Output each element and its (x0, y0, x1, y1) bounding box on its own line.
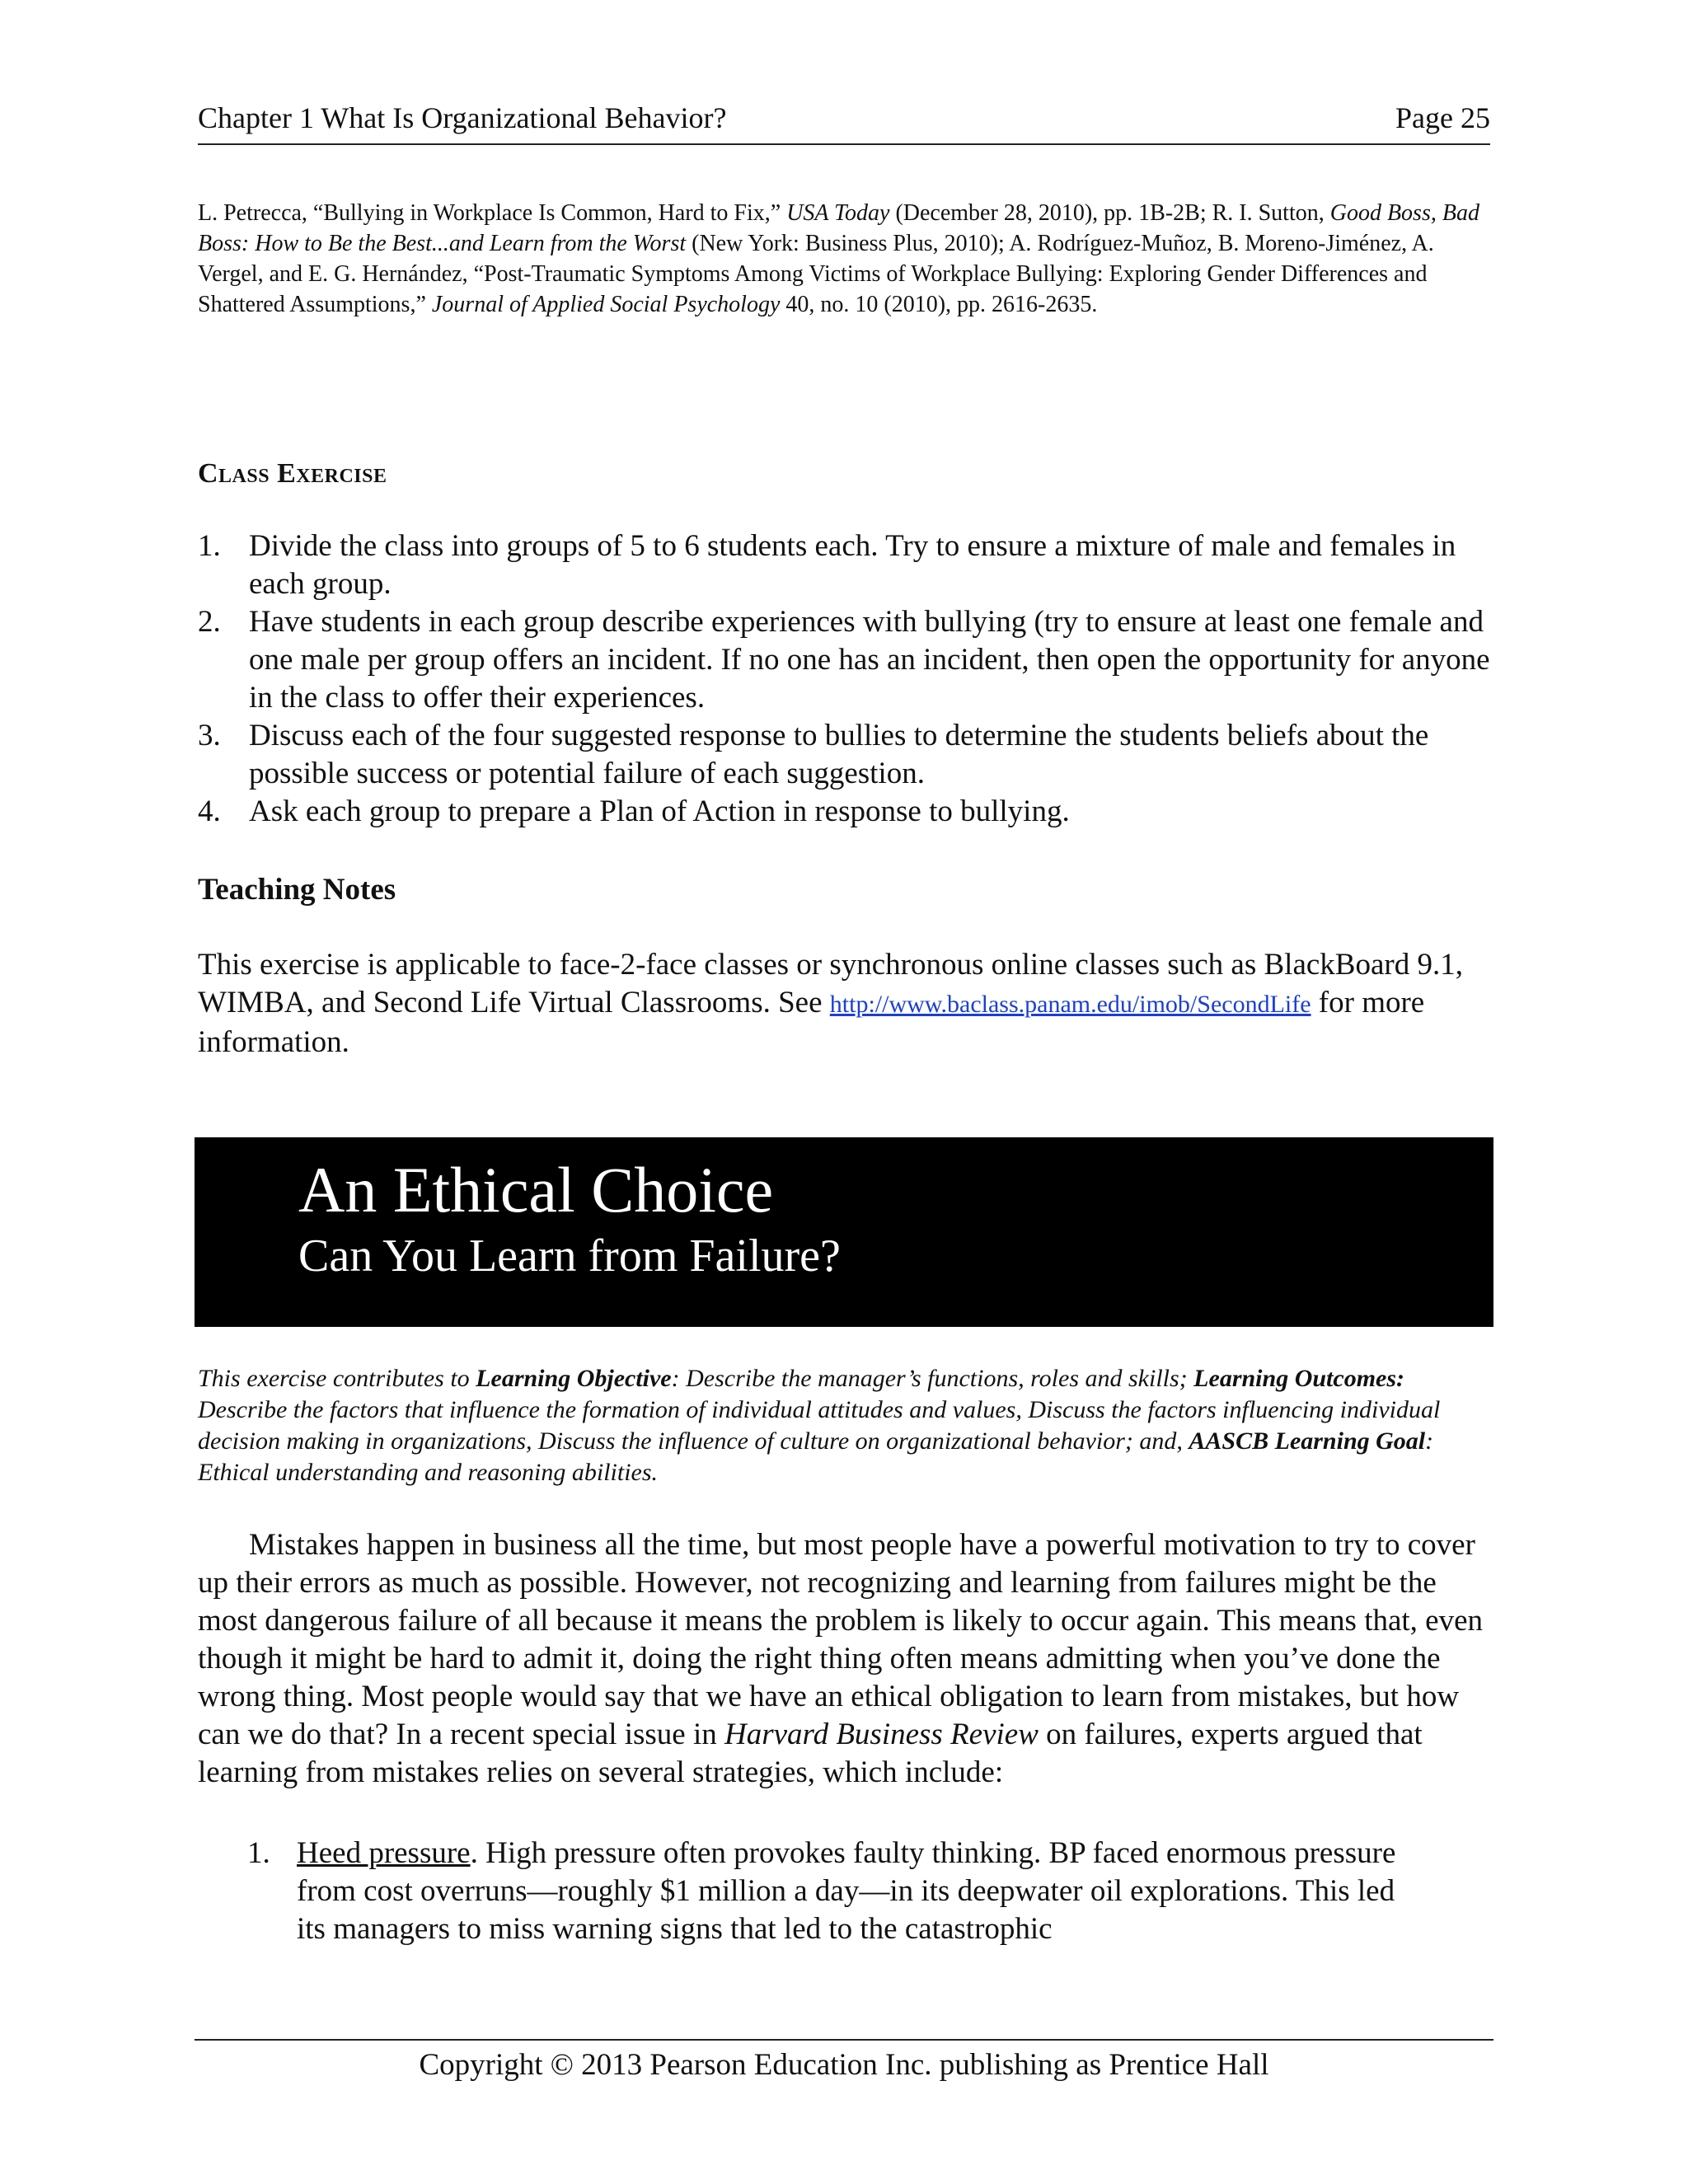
item-number: 1. (198, 529, 221, 563)
main-text-1: Mistakes happen in business all the time, but most people have a powerful motivation to try to cover up their errors as much as possible. However, not recognizing and learning from failures might be the most dangerous failure of all because it means the problem is likely to occur again. This means that, even though it might be hard to admit it, doing the right thing often means admitting when you’ve done the wrong thing. Most people would say that we have an ethical obligation to learn from mistakes, but how can we do that? In a recent special issue in (198, 1528, 1484, 1751)
reference-citation (198, 198, 1490, 320)
strategy-title: Heed pressure (297, 1836, 471, 1870)
page-header (198, 97, 1490, 145)
teaching-notes-after-link: for more information. (198, 986, 1425, 1059)
second-life-link[interactable]: http://www.baclass.panam.edu/imob/SecondLife (829, 991, 1311, 1018)
main-italic: Harvard Business Review (724, 1718, 1039, 1751)
objective-bold: AASCB Learning Goal (1189, 1427, 1426, 1455)
banner-subtitle: Can You Learn from Failure? (298, 1230, 841, 1282)
ref-text-2: (December 28, 2010), pp. 1B-2B; R. I. Sutton, (889, 200, 1330, 226)
main-text-2: on failures, experts argued that learning from mistakes relies on several strategies, which include: (198, 1718, 1423, 1789)
item-text: Divide the class into groups of 5 to 6 students each. Try to ensure a mixture of male and females in each group. (249, 529, 1456, 601)
item-number: 2. (198, 605, 221, 639)
objective-bold: Learning Outcomes: (1193, 1365, 1405, 1392)
list-item (198, 717, 1490, 793)
item-number: 3. (198, 719, 221, 752)
item-text: Ask each group to prepare a Plan of Action in response to bullying. (249, 794, 1070, 828)
item-number: 1. (247, 1836, 270, 1870)
ref-text-4: 40, no. 10 (2010), pp. 2616-2635. (780, 292, 1098, 317)
objective-bold: Learning Objective (476, 1365, 672, 1392)
ref-text-3: (New York: Business Plus, 2010); A. Rodríguez-Muñoz, B. Moreno-Jiménez, A. Vergel, and E. G. Hernández, “Post-Traumatic Symptoms Among Victims of Workplace Bullying: Exploring Gender Differences and Shattered Assumptions,” (198, 231, 1434, 317)
objective-text: : Describe the manager’s functions, roles and skills; (671, 1365, 1194, 1392)
strategies-list (247, 1835, 1418, 1948)
banner-title: An Ethical Choice (298, 1154, 774, 1226)
class-exercise-heading: Class Exercise (198, 458, 387, 489)
main-paragraph (198, 1526, 1490, 1792)
item-text: Discuss each of the four suggested response to bullies to determine the students beliefs about the possible success or potential failure of each suggestion. (249, 719, 1429, 790)
ethical-choice-banner (195, 1137, 1493, 1327)
item-number: 4. (198, 794, 221, 828)
item-text: Have students in each group describe experiences with bullying (try to ensure at least one female and one male per group offers an incident. If no one has an incident, then open the opportunity for anyone in the class to offer their experiences. (249, 605, 1490, 715)
list-item (198, 527, 1490, 603)
objective-text: Describe the factors that influence the formation of individual attitudes and values, Discuss the factors influencing individual decision making in organizations, Discuss the influence of culture on organizational behavior; and, (198, 1396, 1441, 1455)
list-item (247, 1835, 1418, 1948)
list-item (198, 793, 1490, 831)
page-footer: Copyright © 2013 Pearson Education Inc. publishing as Prentice Hall (419, 2048, 1269, 2082)
ref-italic-2: Good Boss, Bad Boss: How to Be the Best...and Learn from the Worst (198, 200, 1479, 256)
teaching-notes-heading: Teaching Notes (198, 873, 396, 907)
ref-italic-3: Journal of Applied Social Psychology (431, 292, 781, 317)
objective-text: : Ethical understanding and reasoning abilities. (198, 1427, 1434, 1486)
teaching-notes-body (198, 946, 1490, 1062)
ref-italic-1: USA Today (786, 200, 890, 226)
footer-divider (195, 2039, 1493, 2041)
ref-text-1: L. Petrecca, “Bullying in Workplace Is Common, Hard to Fix,” (198, 200, 787, 226)
teaching-notes-text: This exercise is applicable to face-2-face classes or synchronous online classes such as BlackBoard 9.1, WIMBA, and Second Life Virtual Classrooms. See (198, 948, 1463, 1019)
list-item (198, 603, 1490, 717)
class-exercise-list (198, 527, 1490, 831)
page-number: Page 25 (1395, 101, 1490, 134)
learning-objective-note (198, 1363, 1490, 1488)
strategy-text: . High pressure often provokes faulty thinking. BP faced enormous pressure from cost overruns—roughly $1 million a day—in its deepwater oil explorations. This led its managers to miss warning signs that led to the catastrophic (297, 1836, 1396, 1946)
chapter-title: Chapter 1 What Is Organizational Behavior? (198, 101, 727, 134)
objective-text: This exercise contributes to (198, 1365, 476, 1392)
